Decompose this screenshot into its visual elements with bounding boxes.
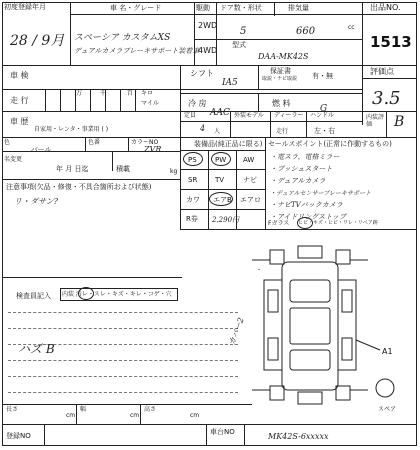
- inspector-label: 検査員記入: [16, 292, 51, 300]
- mileage-unit-sen: 千: [100, 90, 107, 97]
- width-label: 幅: [80, 406, 87, 413]
- airbag-circle: [209, 192, 233, 206]
- length-label: 長さ: [6, 406, 19, 413]
- inspection-label: 車 検: [10, 71, 29, 80]
- cc-unit: cc: [348, 24, 355, 31]
- warranty-label: 保証書: [270, 67, 291, 75]
- equip-aero: エアロ: [240, 196, 261, 204]
- equip-r-label: R券: [186, 215, 198, 223]
- capacity-value: 4: [200, 124, 206, 133]
- width-cm: cm: [130, 412, 140, 419]
- equip-sr: SR: [188, 176, 198, 184]
- inspector-items: 内装 汚レ・スレ・キズ・キレ・コゲ・穴: [62, 291, 172, 298]
- interior-value: B: [394, 114, 405, 130]
- equip-ps: PS: [188, 156, 197, 164]
- chassis-label: 車台NO: [210, 428, 235, 436]
- score-label: 評価点: [370, 67, 394, 76]
- interior-label: 内装評価: [366, 114, 385, 128]
- glass-hibi-circle: [297, 217, 313, 229]
- height-cm: cm: [190, 412, 200, 419]
- diagram-note: カバー2: [227, 316, 246, 347]
- sales-line-3: ・デュアルカメラ: [270, 177, 326, 185]
- car-name-line1: スペーシア カスタムXS: [74, 33, 171, 43]
- first-reg-label: 初度登録年月: [4, 3, 46, 11]
- sales-line-4: ・デュアルセンサーブレーキサポート: [270, 190, 372, 197]
- reg-no-label: 登録NO: [6, 432, 31, 440]
- mileage-unit-man: 万: [76, 90, 83, 97]
- model-value: DAA-MK42S: [258, 52, 309, 61]
- sales-line-2: ・プッシュスタート: [270, 165, 333, 173]
- doors-value: 5: [240, 26, 247, 37]
- colorno-value: ZVR: [144, 145, 162, 154]
- notes-value: リ・ダサン?: [14, 197, 58, 206]
- warranty-value: 有・無: [312, 72, 333, 80]
- history-options: 自家用・レンタ・事業用 ( ): [34, 126, 109, 133]
- handle-label: ハンドル: [310, 112, 335, 119]
- displacement-label: 排気量: [288, 4, 309, 12]
- lot-value: 1513: [370, 33, 412, 51]
- sales-line-6: ・アイドリングストップ: [270, 213, 346, 221]
- sales-line-1: ・電スラ、電格ミラー: [270, 153, 340, 161]
- fuel-value: G: [320, 104, 328, 114]
- ac-value: AAC: [210, 108, 230, 118]
- equipment-title: 装備品(純正品に限る): [194, 140, 263, 148]
- color-name-label: 色: [4, 139, 11, 146]
- capacity-label: 定員: [184, 112, 197, 119]
- mileage-label: 走 行: [10, 96, 29, 105]
- handle-sub: 左・右: [314, 127, 335, 135]
- doors-label: ドア数・形状: [220, 4, 262, 12]
- sales-title: セールスポイント(正常に作動するもの): [268, 140, 392, 148]
- equip-leather: カワ: [186, 196, 200, 204]
- shift-value: IA5: [222, 78, 238, 88]
- chassis-value: MK42S-6xxxxx: [268, 432, 329, 441]
- svg-text:・: ・: [256, 268, 263, 274]
- colorno-label: カラーNO: [131, 139, 159, 146]
- length-cm: cm: [66, 412, 76, 419]
- pw-circle: [211, 152, 231, 166]
- equip-airbag: エアB: [213, 196, 232, 204]
- car-name-label: 車 名・グレード: [110, 4, 162, 12]
- spare-label: スペア: [378, 406, 397, 413]
- model-label: 型式: [232, 41, 246, 49]
- equip-pw: PW: [215, 156, 227, 164]
- glass-options: ヒビ・キズ・ヒビ・ワレ・リペア跡: [298, 220, 378, 226]
- shift-label: シフト: [190, 69, 214, 78]
- mileage-sub: 走行: [276, 128, 289, 135]
- deadline-label: 積載: [116, 165, 130, 173]
- car-name-line2: デュアルカメラブレーキサポート装着車: [74, 47, 200, 55]
- equip-aw: AW: [243, 156, 255, 164]
- color-no-label: 色番: [88, 139, 101, 146]
- height-label: 高さ: [144, 406, 157, 413]
- warranty-sub: 取説・ナビ取説: [262, 76, 298, 82]
- history-label: 車 歴: [10, 117, 29, 126]
- a1-mark: A1: [382, 347, 393, 356]
- drive-label: 駆動: [196, 4, 210, 12]
- score-value: 3.5: [372, 88, 401, 109]
- modified-sub: 年 月 日迄: [56, 165, 89, 173]
- ps-circle: [183, 152, 203, 166]
- color-label: 外装モデル: [234, 112, 264, 119]
- mileage-unit-mile: マイル: [141, 100, 159, 107]
- fuel-label: 燃 料: [272, 99, 291, 108]
- drive-4wd: 4WD: [198, 46, 218, 55]
- equip-tv: TV: [215, 176, 225, 184]
- mileage-unit-hyaku: 百: [127, 90, 134, 97]
- equip-navi: ナビ: [243, 176, 257, 184]
- ac-label: 冷 房: [188, 99, 207, 108]
- dealer-label: ディーラー: [274, 112, 304, 119]
- displacement-value: 660: [296, 26, 316, 37]
- inspector-dirt-circle: [78, 287, 94, 300]
- inspector-note: ハズ B: [18, 342, 55, 356]
- lot-label: 出品NO.: [370, 3, 401, 12]
- equip-r-value: 2,290円: [212, 216, 240, 224]
- modified-label: 名変更: [4, 156, 23, 163]
- glass-label: Fガラス: [268, 220, 290, 227]
- first-reg-value: 28 / 9月: [10, 33, 65, 49]
- kg-unit: kg: [170, 168, 178, 175]
- car-diagram: [250, 240, 410, 410]
- capacity-unit: 人: [214, 128, 221, 135]
- notes-label: 注意事項(欠品・修復・不具合箇所および状態): [6, 183, 152, 191]
- sales-line-5: ・ナビTVバックカメラ: [270, 201, 343, 209]
- drive-2wd: 2WD: [198, 21, 218, 30]
- color-value: パール: [30, 146, 51, 154]
- mileage-unit-km: キロ: [141, 90, 154, 97]
